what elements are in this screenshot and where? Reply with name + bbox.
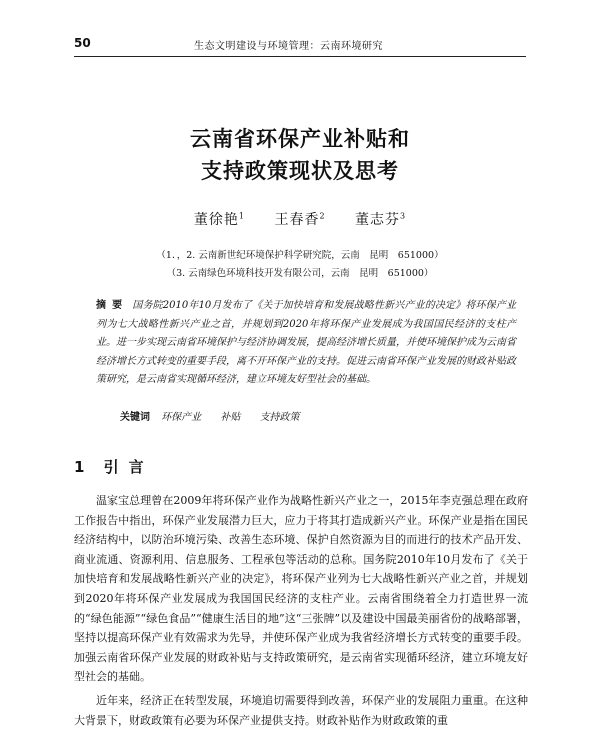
keyword: 支持政策 [259,412,300,423]
abstract [96,297,516,390]
author-name: 王春香 [274,212,320,228]
keyword: 补贴 [220,412,241,423]
running-head: 生态文明建设与环境管理：云南环境研究 [194,41,383,52]
body-paragraph-1: 温家宝总理曾在2009年将环保产业作为战略性新兴产业之一，2015年李克强总理在政府工作报告中指出，环保产业发展潜力巨大，应力于将其打造成新兴产业。环保产业是指在国民经济结构中，以防治环境污染、改善生态环境、保护自然资源为目的而进行的技术产品开发、商业流通、资源利用、信息服务、工程承包等活动的总称。国务院2010年10月发布了《关于加快培育和发展战略性新兴产业的决定》，将环保产业列为七大战略性新兴产业之首，并规划到2020年将环保产业发展成为我国国民经济的支柱产业。云南省围绕着全力打造世界一流的“绿色能源”“绿色食品”“健康生活目的地”这“三张牌”以及建设中国最美丽省份的战略部署，坚持以提高环保产业有效需求为先导，并使环保产业成为我省经济增长方式转变的重要手段。加强云南省环保产业发展的财政补贴与支持政策研究，是云南省实现循环经济，建立环境友好型社会的基础。 [74,494,528,684]
affiliation-2: （3. 云南绿色环境科技开发有限公司，云南 昆明 651000） [166,268,434,279]
section-heading [74,456,154,477]
keyword: 环保产业 [161,412,202,423]
author-sup: 3 [400,211,407,221]
authors [0,209,600,229]
author-1 [194,212,245,228]
section-number: 1 [74,458,85,476]
page-header [74,36,526,54]
abstract-text: 国务院2010年10月发布了《关于加快培育和发展战略性新兴产业的决定》将环保产业列为七大战略性新兴产业之首，并规划到2020年将环保产业发展成为我国国民经济的支柱产业。进一步实现云南省环境保护与经济协调发展，提高经济增长质量，并使环境保护成为云南省经济增长方式转变的重要手段，离不开环保产业的支持。促进云南省环保产业发展的财政补贴政策研究，是云南省实现循环经济，建立环境友好型社会的基础。 [96,300,516,385]
author-2 [274,212,325,228]
abstract-label: 摘要 [96,300,129,311]
author-sup: 2 [319,211,326,221]
paper-title-line-2: 支持政策现状及思考 [201,159,399,183]
author-name: 董徐艳 [193,212,239,228]
author-3 [355,212,406,228]
header-rule [74,56,526,57]
author-sup: 1 [238,211,245,221]
section-title: 引言 [103,458,154,476]
body-paragraph-2: 近年来，经济正在转型发展，环境追切需要得到改善，环保产业的发展阻力重重。在这种大背景下，财政政策有必要为环保产业提供支持。财政补贴作为财政政策的重 [74,694,528,727]
keywords-label: 关键词 [120,412,150,423]
paper-title-line-1: 云南省环保产业补贴和 [190,127,410,151]
author-name: 董志芬 [355,212,400,228]
page-number: 50 [74,36,91,50]
affiliation-1: （1．，2. 云南新世纪环境保护科学研究院，云南 昆明 651000） [156,250,444,261]
keywords [120,408,316,423]
